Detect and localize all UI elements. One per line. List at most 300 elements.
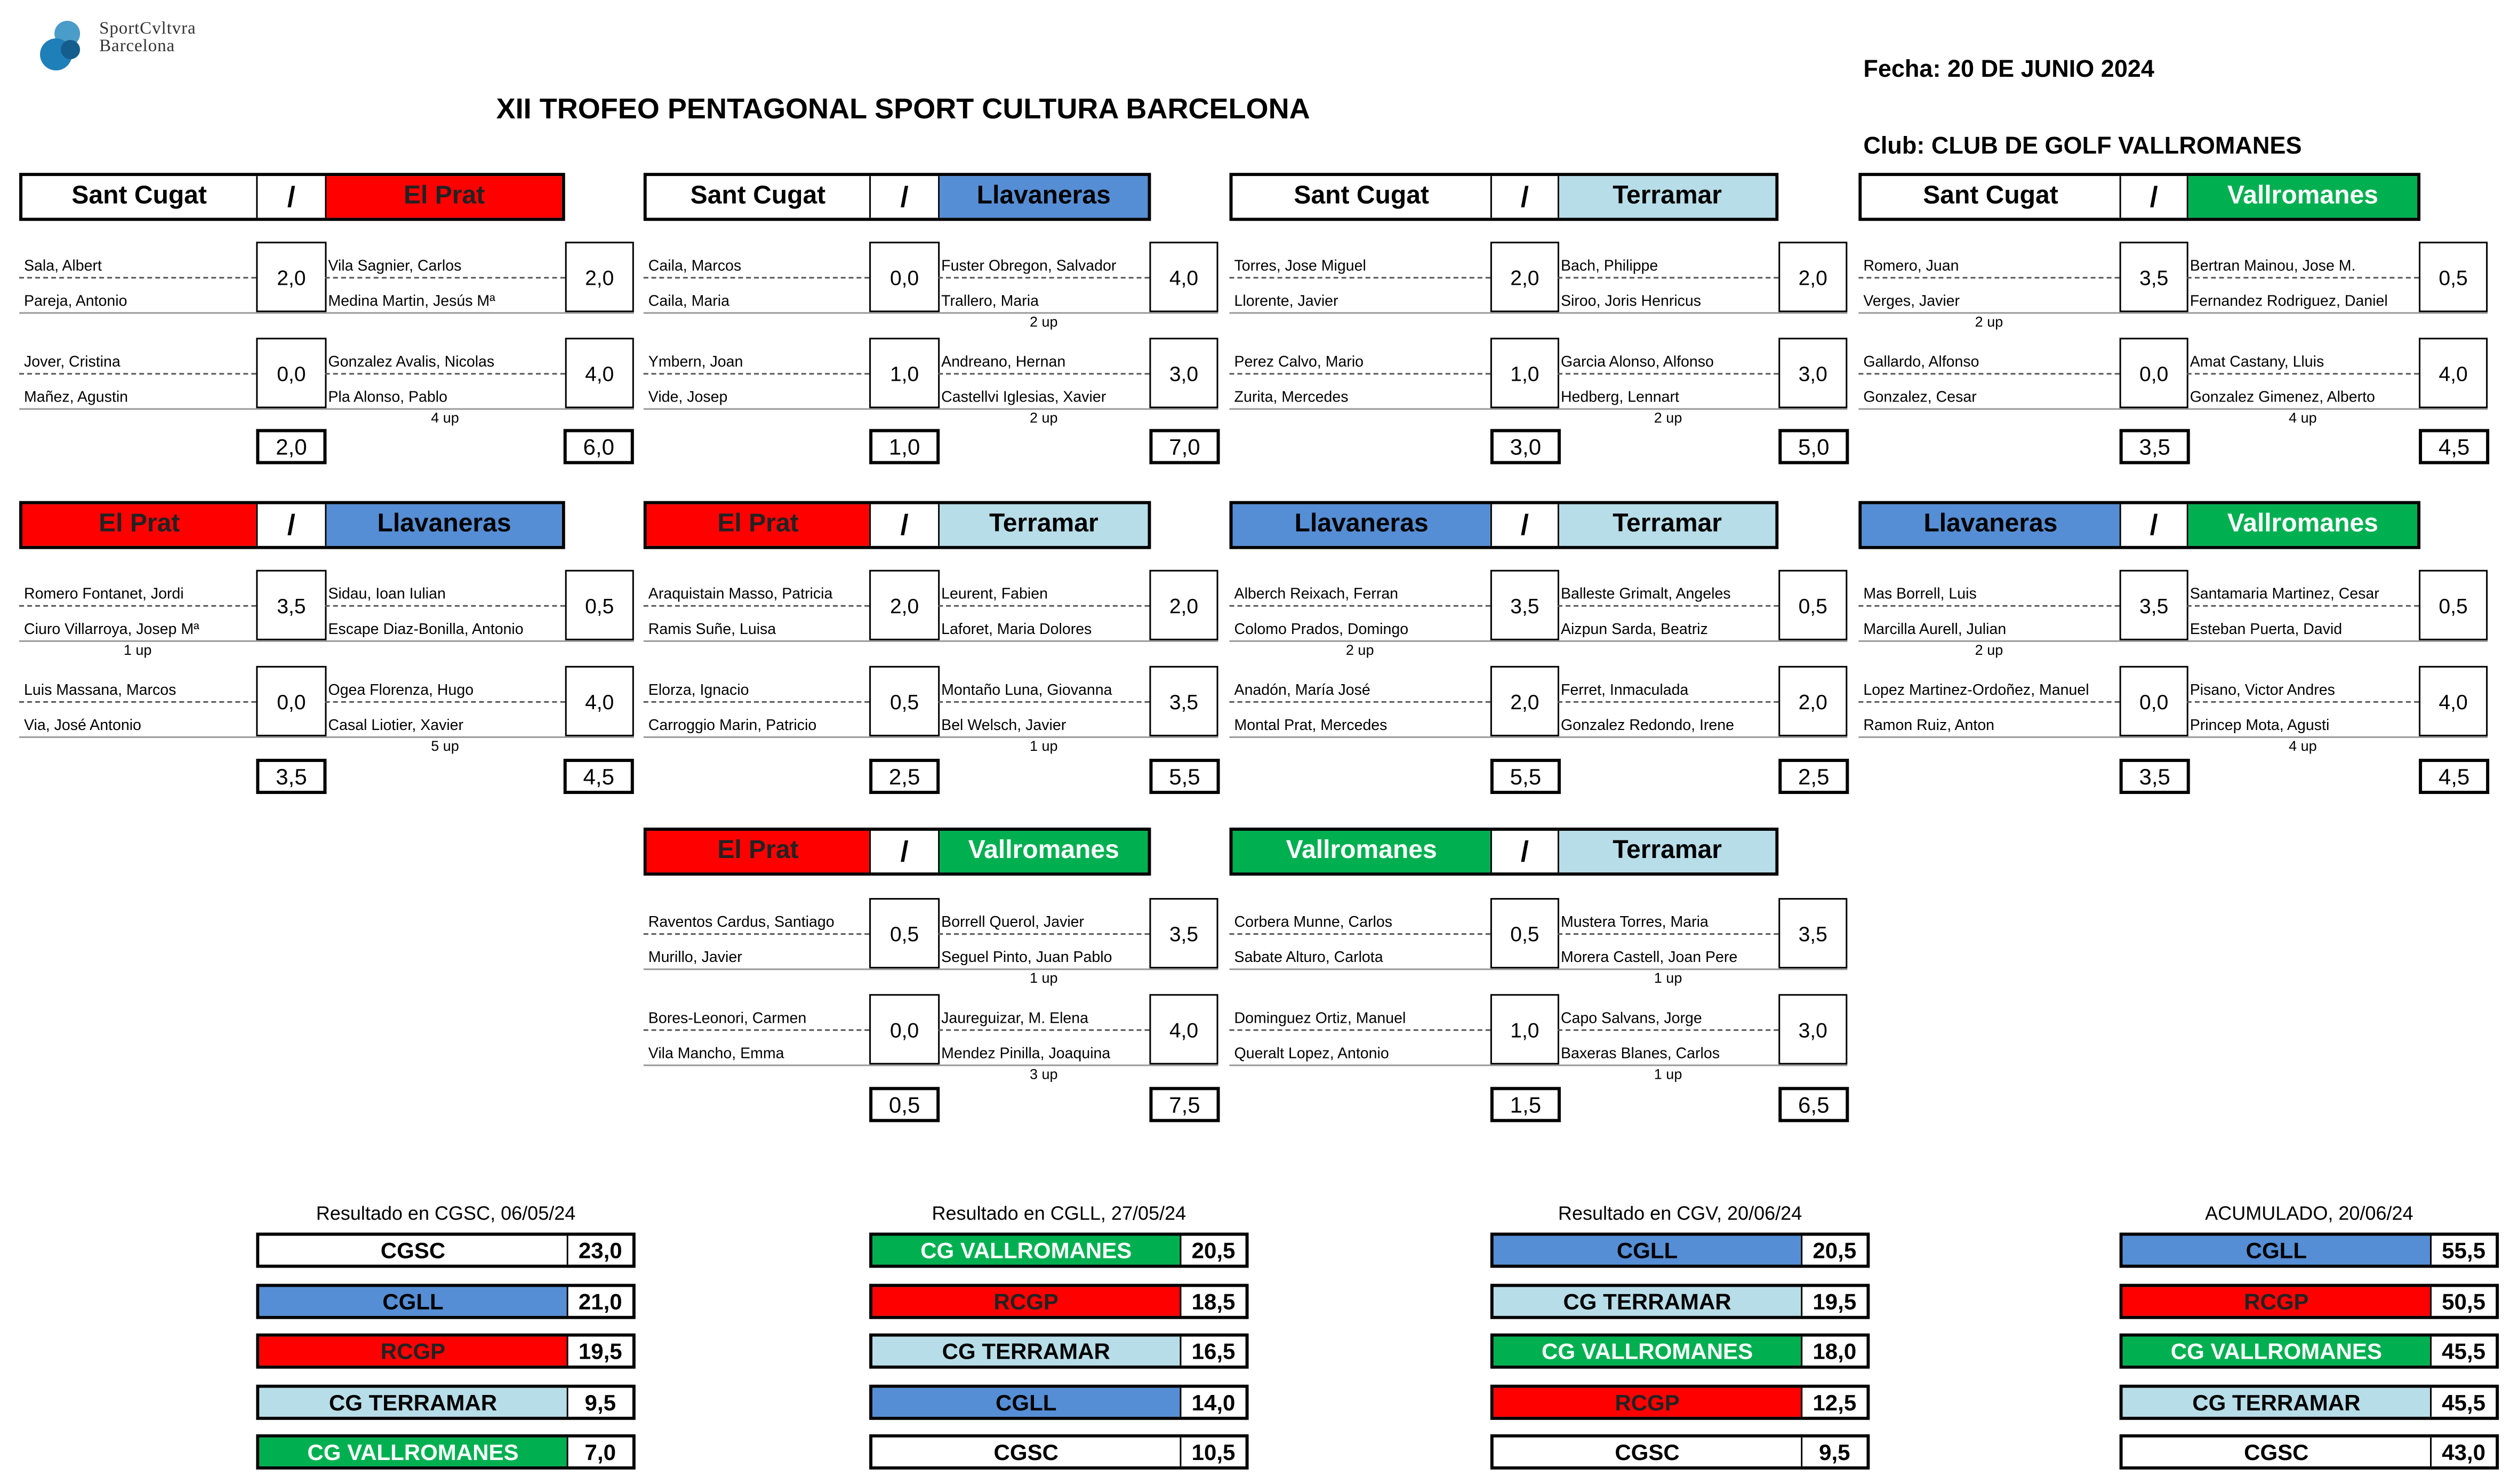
player-name: Dominguez Ortiz, Manuel <box>1234 1010 1406 1028</box>
match-total-team1: 2,5 <box>869 759 940 794</box>
player-name: Carroggio Marin, Patricio <box>648 717 817 735</box>
player-divider <box>1230 1029 1490 1031</box>
game-bottom-line <box>644 408 1218 410</box>
game-score-team2: 4,0 <box>565 338 634 408</box>
match-separator: / <box>256 504 326 546</box>
match-total-team1: 3,0 <box>1490 429 1561 464</box>
game-score-team2: 0,5 <box>2419 570 2488 640</box>
game-score-team2: 2,0 <box>1778 242 1847 312</box>
game-score-team1: 0,0 <box>869 242 940 312</box>
player-name: Ramon Ruiz, Anton <box>1863 717 1995 735</box>
standings-points: 12,5 <box>1802 1387 1866 1416</box>
player-name: Caila, Maria <box>648 293 729 311</box>
page-title: XII TROFEO PENTAGONAL SPORT CULTURA BARCELONA <box>496 93 1310 125</box>
team2-name: Vallromanes <box>2188 176 2417 218</box>
match-header <box>1230 828 1779 876</box>
game-bottom-line <box>644 736 1218 738</box>
player-divider <box>2187 373 2419 374</box>
player-name: Gonzalez Redondo, Irene <box>1560 717 1735 735</box>
standings-club: CGSC <box>872 1438 1181 1466</box>
team1-name: Sant Cugat <box>647 176 869 218</box>
match-separator: / <box>869 176 940 218</box>
standings-row <box>256 1334 635 1369</box>
up-margin-note: 1 up <box>1029 737 1058 754</box>
match-total-team2: 5,5 <box>1149 759 1220 794</box>
game-score-team1: 1,0 <box>1490 338 1559 408</box>
match-separator: / <box>1490 176 1559 218</box>
up-margin-note: 2 up <box>1654 410 1682 426</box>
game-bottom-line <box>1230 736 1848 738</box>
match-total-team1: 1,5 <box>1490 1087 1561 1122</box>
team2-name: Terramar <box>1559 176 1775 218</box>
standings-points: 9,5 <box>1802 1438 1866 1466</box>
game-score-team1: 3,5 <box>1490 570 1559 640</box>
player-name: Marcilla Aurell, Julian <box>1863 621 2007 639</box>
match-total-team2: 7,5 <box>1149 1087 1220 1122</box>
player-name: Romero Fontanet, Jordi <box>24 585 184 604</box>
game-score-team2: 4,0 <box>1149 242 1218 312</box>
game-bottom-line <box>644 640 1218 642</box>
game-score-team1: 0,0 <box>256 338 326 408</box>
game-score-team2: 3,5 <box>1149 898 1218 968</box>
player-name: Queralt Lopez, Antonio <box>1234 1045 1389 1063</box>
logo-circles-icon <box>35 16 93 74</box>
game-score-team2: 4,0 <box>565 666 634 736</box>
team2-name: Vallromanes <box>2188 504 2417 546</box>
standings-club: CG VALLROMANES <box>1494 1337 1802 1366</box>
up-margin-note: 4 up <box>2289 737 2317 754</box>
game-score-team2: 0,5 <box>1778 570 1847 640</box>
game-bottom-line <box>1858 312 2488 314</box>
player-name: Luis Massana, Marcos <box>24 681 177 700</box>
game-score-team2: 0,5 <box>565 570 634 640</box>
team1-name: Sant Cugat <box>1233 176 1490 218</box>
standings-row <box>1490 1283 1870 1318</box>
standings-club: RCGP <box>1494 1387 1802 1416</box>
game-bottom-line <box>19 408 634 410</box>
sport-cultura-logo <box>35 16 275 80</box>
team2-name: Llavaneras <box>326 504 562 546</box>
player-divider <box>2187 701 2419 703</box>
player-name: Fernandez Rodriguez, Daniel <box>2190 293 2388 311</box>
game-bottom-line <box>644 968 1218 970</box>
standings-club: CG VALLROMANES <box>2123 1337 2432 1366</box>
player-name: Princep Mota, Agusti <box>2190 717 2330 735</box>
standings-club: CGSC <box>259 1236 568 1265</box>
team1-name: El Prat <box>22 504 256 546</box>
player-name: Ogea Florenza, Hugo <box>328 681 474 700</box>
player-divider <box>2187 605 2419 607</box>
game-score-team2: 0,5 <box>2419 242 2488 312</box>
player-name: Trallero, Maria <box>941 293 1039 311</box>
team1-name: Sant Cugat <box>1862 176 2119 218</box>
standings-club: CGSC <box>2123 1438 2432 1466</box>
game-bottom-line <box>19 736 634 738</box>
player-name: Llorente, Javier <box>1234 293 1338 311</box>
up-margin-note: 1 up <box>1029 970 1058 986</box>
match-header <box>644 173 1151 221</box>
player-name: Balleste Grimalt, Angeles <box>1560 585 1731 604</box>
game-score-team2: 3,5 <box>1778 898 1847 968</box>
player-name: Bach, Philippe <box>1560 258 1658 276</box>
match-header <box>1230 501 1779 549</box>
standings-points: 19,5 <box>1802 1286 1866 1315</box>
player-name: Santamaria Martinez, Cesar <box>2190 585 2379 604</box>
standings-row <box>256 1434 635 1470</box>
standings-points: 20,5 <box>1181 1236 1245 1265</box>
player-name: Sala, Albert <box>24 258 102 276</box>
up-margin-note: 2 up <box>1029 410 1058 426</box>
standings-row <box>869 1283 1248 1318</box>
player-name: Alberch Reixach, Ferran <box>1234 585 1399 604</box>
standings-club: CG VALLROMANES <box>259 1438 568 1466</box>
player-name: Casal Liotier, Xavier <box>328 717 464 735</box>
match-header <box>1858 501 2420 549</box>
standings-club: CG TERRAMAR <box>259 1387 568 1416</box>
player-name: Amat Castany, Lluis <box>2190 354 2324 372</box>
match-separator: / <box>2120 504 2188 546</box>
standings-table <box>869 1199 1248 1465</box>
team2-name: Llavaneras <box>940 176 1148 218</box>
player-divider <box>1858 605 2119 607</box>
match-header <box>644 501 1151 549</box>
game-bottom-line <box>1858 640 2488 642</box>
standings-club: CG TERRAMAR <box>872 1337 1181 1366</box>
standings-points: 23,0 <box>568 1236 632 1265</box>
player-name: Fuster Obregon, Salvador <box>941 258 1117 276</box>
team2-name: Terramar <box>1559 504 1775 546</box>
match-header <box>1858 173 2420 221</box>
standings-points: 55,5 <box>2432 1236 2496 1265</box>
game-score-team1: 2,0 <box>869 570 940 640</box>
game-bottom-line <box>1230 968 1848 970</box>
match-total-team1: 5,5 <box>1490 759 1561 794</box>
game-score-team1: 0,5 <box>1490 898 1559 968</box>
match-separator: / <box>869 504 940 546</box>
player-name: Ramis Suñe, Luisa <box>648 621 776 639</box>
game-score-team2: 3,0 <box>1778 338 1847 408</box>
game-score-team2: 3,0 <box>1149 338 1218 408</box>
game-score-team1: 3,5 <box>2120 242 2188 312</box>
player-name: Ciuro Villarroya, Josep Mª <box>24 621 199 639</box>
standings-points: 45,5 <box>2432 1337 2496 1366</box>
up-margin-note: 2 up <box>1975 641 2003 658</box>
game-bottom-line <box>1858 408 2488 410</box>
game-bottom-line <box>1230 1064 1848 1066</box>
game-bottom-line <box>1230 312 1848 314</box>
match-separator: / <box>256 176 326 218</box>
standings-row <box>256 1233 635 1268</box>
player-name: Anadón, María José <box>1234 681 1370 700</box>
club-label: Club: CLUB DE GOLF VALLROMANES <box>1863 133 2302 161</box>
match-separator: / <box>1490 504 1559 546</box>
team1-name: Sant Cugat <box>22 176 256 218</box>
player-name: Medina Martin, Jesús Mª <box>328 293 495 311</box>
player-name: Zurita, Mercedes <box>1234 389 1349 407</box>
team1-name: Vallromanes <box>1233 831 1490 872</box>
player-name: Ferret, Inmaculada <box>1560 681 1689 700</box>
match-total-team2: 5,0 <box>1778 429 1849 464</box>
game-score-team2: 4,0 <box>1149 994 1218 1064</box>
up-margin-note: 3 up <box>1029 1066 1058 1082</box>
team2-name: El Prat <box>326 176 562 218</box>
player-name: Mustera Torres, Maria <box>1560 914 1709 932</box>
game-score-team1: 1,0 <box>869 338 940 408</box>
game-score-team1: 2,0 <box>1490 666 1559 736</box>
player-name: Baxeras Blanes, Carlos <box>1560 1045 1720 1063</box>
player-name: Via, José Antonio <box>24 717 141 735</box>
standings-table <box>256 1199 635 1465</box>
match-separator: / <box>1490 831 1559 872</box>
standings-club: CGLL <box>259 1286 568 1315</box>
standings-points: 19,5 <box>568 1337 632 1366</box>
team2-name: Terramar <box>940 504 1148 546</box>
game-score-team2: 3,5 <box>1149 666 1218 736</box>
player-name: Garcia Alonso, Alfonso <box>1560 354 1714 372</box>
player-name: Murillo, Javier <box>648 949 742 967</box>
match-header <box>19 501 565 549</box>
standings-row <box>2120 1384 2499 1419</box>
match-total-team2: 2,5 <box>1778 759 1849 794</box>
standings-points: 9,5 <box>568 1387 632 1416</box>
game-score-team2: 2,0 <box>565 242 634 312</box>
standings-points: 10,5 <box>1181 1438 1245 1466</box>
standings-points: 14,0 <box>1181 1387 1245 1416</box>
player-name: Torres, Jose Miguel <box>1234 258 1366 276</box>
standings-club: CG TERRAMAR <box>2123 1387 2432 1416</box>
standings-row <box>2120 1233 2499 1268</box>
player-name: Raventos Cardus, Santiago <box>648 914 835 932</box>
player-name: Pla Alonso, Pablo <box>328 389 448 407</box>
game-bottom-line <box>1230 408 1848 410</box>
team1-name: El Prat <box>647 831 869 872</box>
player-name: Jaureguizar, M. Elena <box>941 1010 1089 1028</box>
up-margin-note: 1 up <box>1654 1066 1682 1082</box>
standings-row <box>869 1233 1248 1268</box>
standings-points: 20,5 <box>1802 1236 1866 1265</box>
match-header <box>19 173 565 221</box>
game-score-team2: 4,0 <box>2419 338 2488 408</box>
up-margin-note: 1 up <box>1654 970 1682 986</box>
game-row <box>0 898 2510 986</box>
up-margin-note: 2 up <box>1975 314 2003 330</box>
player-name: Morera Castell, Joan Pere <box>1560 949 1738 967</box>
game-score-team1: 0,0 <box>869 994 940 1064</box>
player-name: Bel Welsch, Javier <box>941 717 1066 735</box>
logo-line1: SportCvltvra <box>99 19 196 39</box>
player-name: Gallardo, Alfonso <box>1863 354 1979 372</box>
game-score-team1: 0,0 <box>2120 666 2188 736</box>
game-bottom-line <box>1230 640 1848 642</box>
player-divider <box>1558 1029 1778 1031</box>
player-name: Hedberg, Lennart <box>1560 389 1679 407</box>
standings-row <box>2120 1283 2499 1318</box>
player-name: Montal Prat, Mercedes <box>1234 717 1388 735</box>
player-divider <box>2187 277 2419 278</box>
game-score-team1: 3,5 <box>256 570 326 640</box>
standings-club: RCGP <box>2123 1286 2432 1315</box>
player-name: Mendez Pinilla, Joaquina <box>941 1045 1111 1063</box>
match-total-team2: 7,0 <box>1149 429 1220 464</box>
player-name: Bores-Leonori, Carmen <box>648 1010 807 1028</box>
team1-name: Llavaneras <box>1233 504 1490 546</box>
player-name: Andreano, Hernan <box>941 354 1066 372</box>
player-name: Pareja, Antonio <box>24 293 127 311</box>
player-name: Gonzalez, Cesar <box>1863 389 1977 407</box>
standings-row <box>869 1334 1248 1369</box>
player-name: Sidau, Ioan Iulian <box>328 585 446 604</box>
player-name: Siroo, Joris Henricus <box>1560 293 1702 311</box>
standings-club: RCGP <box>872 1286 1181 1315</box>
player-name: Colomo Prados, Domingo <box>1234 621 1409 639</box>
standings-points: 18,5 <box>1181 1286 1245 1315</box>
game-score-team2: 2,0 <box>1778 666 1847 736</box>
standings-club: CGSC <box>1494 1438 1802 1466</box>
player-divider <box>1858 277 2119 278</box>
match-header <box>644 828 1151 876</box>
standings-row <box>2120 1334 2499 1369</box>
match-total-team2: 6,0 <box>564 429 634 464</box>
player-name: Aizpun Sarda, Beatriz <box>1560 621 1708 639</box>
match-total-team2: 6,5 <box>1778 1087 1849 1122</box>
match-total-team2: 4,5 <box>564 759 634 794</box>
standings-title: Resultado en CGV, 20/06/24 <box>1558 1202 1802 1225</box>
logo-line2: Barcelona <box>99 37 175 57</box>
player-divider <box>1858 701 2119 703</box>
player-name: Lopez Martinez-Ordoñez, Manuel <box>1863 681 2089 700</box>
standings-title: Resultado en CGSC, 06/05/24 <box>316 1202 576 1225</box>
player-name: Castellvi Iglesias, Xavier <box>941 389 1106 407</box>
standings-club: CGLL <box>1494 1236 1802 1265</box>
team2-name: Terramar <box>1559 831 1775 872</box>
game-score-team1: 1,0 <box>1490 994 1559 1064</box>
player-name: Pisano, Victor Andres <box>2190 681 2335 700</box>
player-name: Vide, Josep <box>648 389 728 407</box>
player-name: Seguel Pinto, Juan Pablo <box>941 949 1112 967</box>
team1-name: El Prat <box>647 504 869 546</box>
standings-row <box>1490 1334 1870 1369</box>
player-divider <box>1230 933 1490 935</box>
match-total-team1: 2,0 <box>256 429 326 464</box>
player-name: Borrell Querol, Javier <box>941 914 1085 932</box>
up-margin-note: 4 up <box>431 410 459 426</box>
player-name: Elorza, Ignacio <box>648 681 749 700</box>
game-score-team2: 4,0 <box>2419 666 2488 736</box>
game-bottom-line <box>1858 736 2488 738</box>
match-total-team1: 0,5 <box>869 1087 940 1122</box>
player-name: Mas Borrell, Luis <box>1863 585 1977 604</box>
standings-club: CG VALLROMANES <box>872 1236 1181 1265</box>
player-name: Sabate Alturo, Carlota <box>1234 949 1383 967</box>
standings-club: RCGP <box>259 1337 568 1366</box>
game-row <box>0 242 2510 330</box>
player-name: Escape Diaz-Bonilla, Antonio <box>328 621 524 639</box>
player-name: Corbera Munne, Carlos <box>1234 914 1392 932</box>
team2-name: Vallromanes <box>940 831 1148 872</box>
player-name: Gonzalez Gimenez, Alberto <box>2190 389 2375 407</box>
player-name: Ymbern, Joan <box>648 354 743 372</box>
standings-points: 50,5 <box>2432 1286 2496 1315</box>
standings-table <box>1490 1199 1870 1465</box>
match-header <box>1230 173 1779 221</box>
standings-points: 18,0 <box>1802 1337 1866 1366</box>
standings-points: 43,0 <box>2432 1438 2496 1466</box>
player-name: Jover, Cristina <box>24 354 121 372</box>
standings-points: 7,0 <box>568 1438 632 1466</box>
game-score-team2: 2,0 <box>1149 570 1218 640</box>
game-score-team1: 0,5 <box>869 666 940 736</box>
standings-club: CGLL <box>2123 1236 2432 1265</box>
standings-title: ACUMULADO, 20/06/24 <box>2205 1202 2413 1225</box>
game-score-team2: 3,0 <box>1778 994 1847 1064</box>
up-margin-note: 1 up <box>123 641 152 658</box>
game-bottom-line <box>644 312 1218 314</box>
player-name: Mañez, Agustin <box>24 389 129 407</box>
match-separator: / <box>869 831 940 872</box>
standings-row <box>2120 1434 2499 1470</box>
date-label: Fecha: 20 DE JUNIO 2024 <box>1863 56 2154 84</box>
up-margin-note: 5 up <box>431 737 459 754</box>
player-name: Montaño Luna, Giovanna <box>941 681 1112 700</box>
game-score-team1: 0,0 <box>2120 338 2188 408</box>
standings-row <box>869 1434 1248 1470</box>
standings-points: 45,5 <box>2432 1387 2496 1416</box>
player-name: Araquistain Masso, Patricia <box>648 585 833 604</box>
player-name: Gonzalez Avalis, Nicolas <box>328 354 495 372</box>
team1-name: Llavaneras <box>1862 504 2119 546</box>
standings-row <box>256 1384 635 1419</box>
match-total-team2: 4,5 <box>2419 429 2489 464</box>
standings-row <box>869 1384 1248 1419</box>
match-total-team2: 4,5 <box>2419 759 2489 794</box>
player-name: Leurent, Fabien <box>941 585 1048 604</box>
up-margin-note: 4 up <box>2289 410 2317 426</box>
standings-row <box>1490 1434 1870 1470</box>
standings-row <box>1490 1384 1870 1419</box>
standings-row <box>256 1283 635 1318</box>
player-name: Bertran Mainou, Jose M. <box>2190 258 2356 276</box>
player-name: Vila Mancho, Emma <box>648 1045 784 1063</box>
standings-title: Resultado en CGLL, 27/05/24 <box>932 1202 1186 1225</box>
player-name: Esteban Puerta, David <box>2190 621 2343 639</box>
match-total-team1: 1,0 <box>869 429 940 464</box>
game-score-team1: 0,5 <box>869 898 940 968</box>
player-divider <box>1558 933 1778 935</box>
player-name: Caila, Marcos <box>648 258 742 276</box>
standings-points: 16,5 <box>1181 1337 1245 1366</box>
match-total-team1: 3,5 <box>2120 429 2190 464</box>
standings-points: 21,0 <box>568 1286 632 1315</box>
match-total-team1: 3,5 <box>256 759 326 794</box>
player-name: Laforet, Maria Dolores <box>941 621 1092 639</box>
player-divider <box>1858 373 2119 374</box>
game-score-team1: 0,0 <box>256 666 326 736</box>
player-name: Capo Salvans, Jorge <box>1560 1010 1702 1028</box>
up-margin-note: 2 up <box>1029 314 1058 330</box>
game-bottom-line <box>19 312 634 314</box>
player-name: Vila Sagnier, Carlos <box>328 258 462 276</box>
game-score-team1: 3,5 <box>2120 570 2188 640</box>
player-name: Romero, Juan <box>1863 258 1959 276</box>
standings-row <box>1490 1233 1870 1268</box>
standings-table <box>2120 1199 2499 1465</box>
game-bottom-line <box>644 1064 1218 1066</box>
up-margin-note: 2 up <box>1345 641 1374 658</box>
standings-club: CG TERRAMAR <box>1494 1286 1802 1315</box>
standings-club: CGLL <box>872 1387 1181 1416</box>
game-score-team1: 2,0 <box>256 242 326 312</box>
player-name: Perez Calvo, Mario <box>1234 354 1364 372</box>
